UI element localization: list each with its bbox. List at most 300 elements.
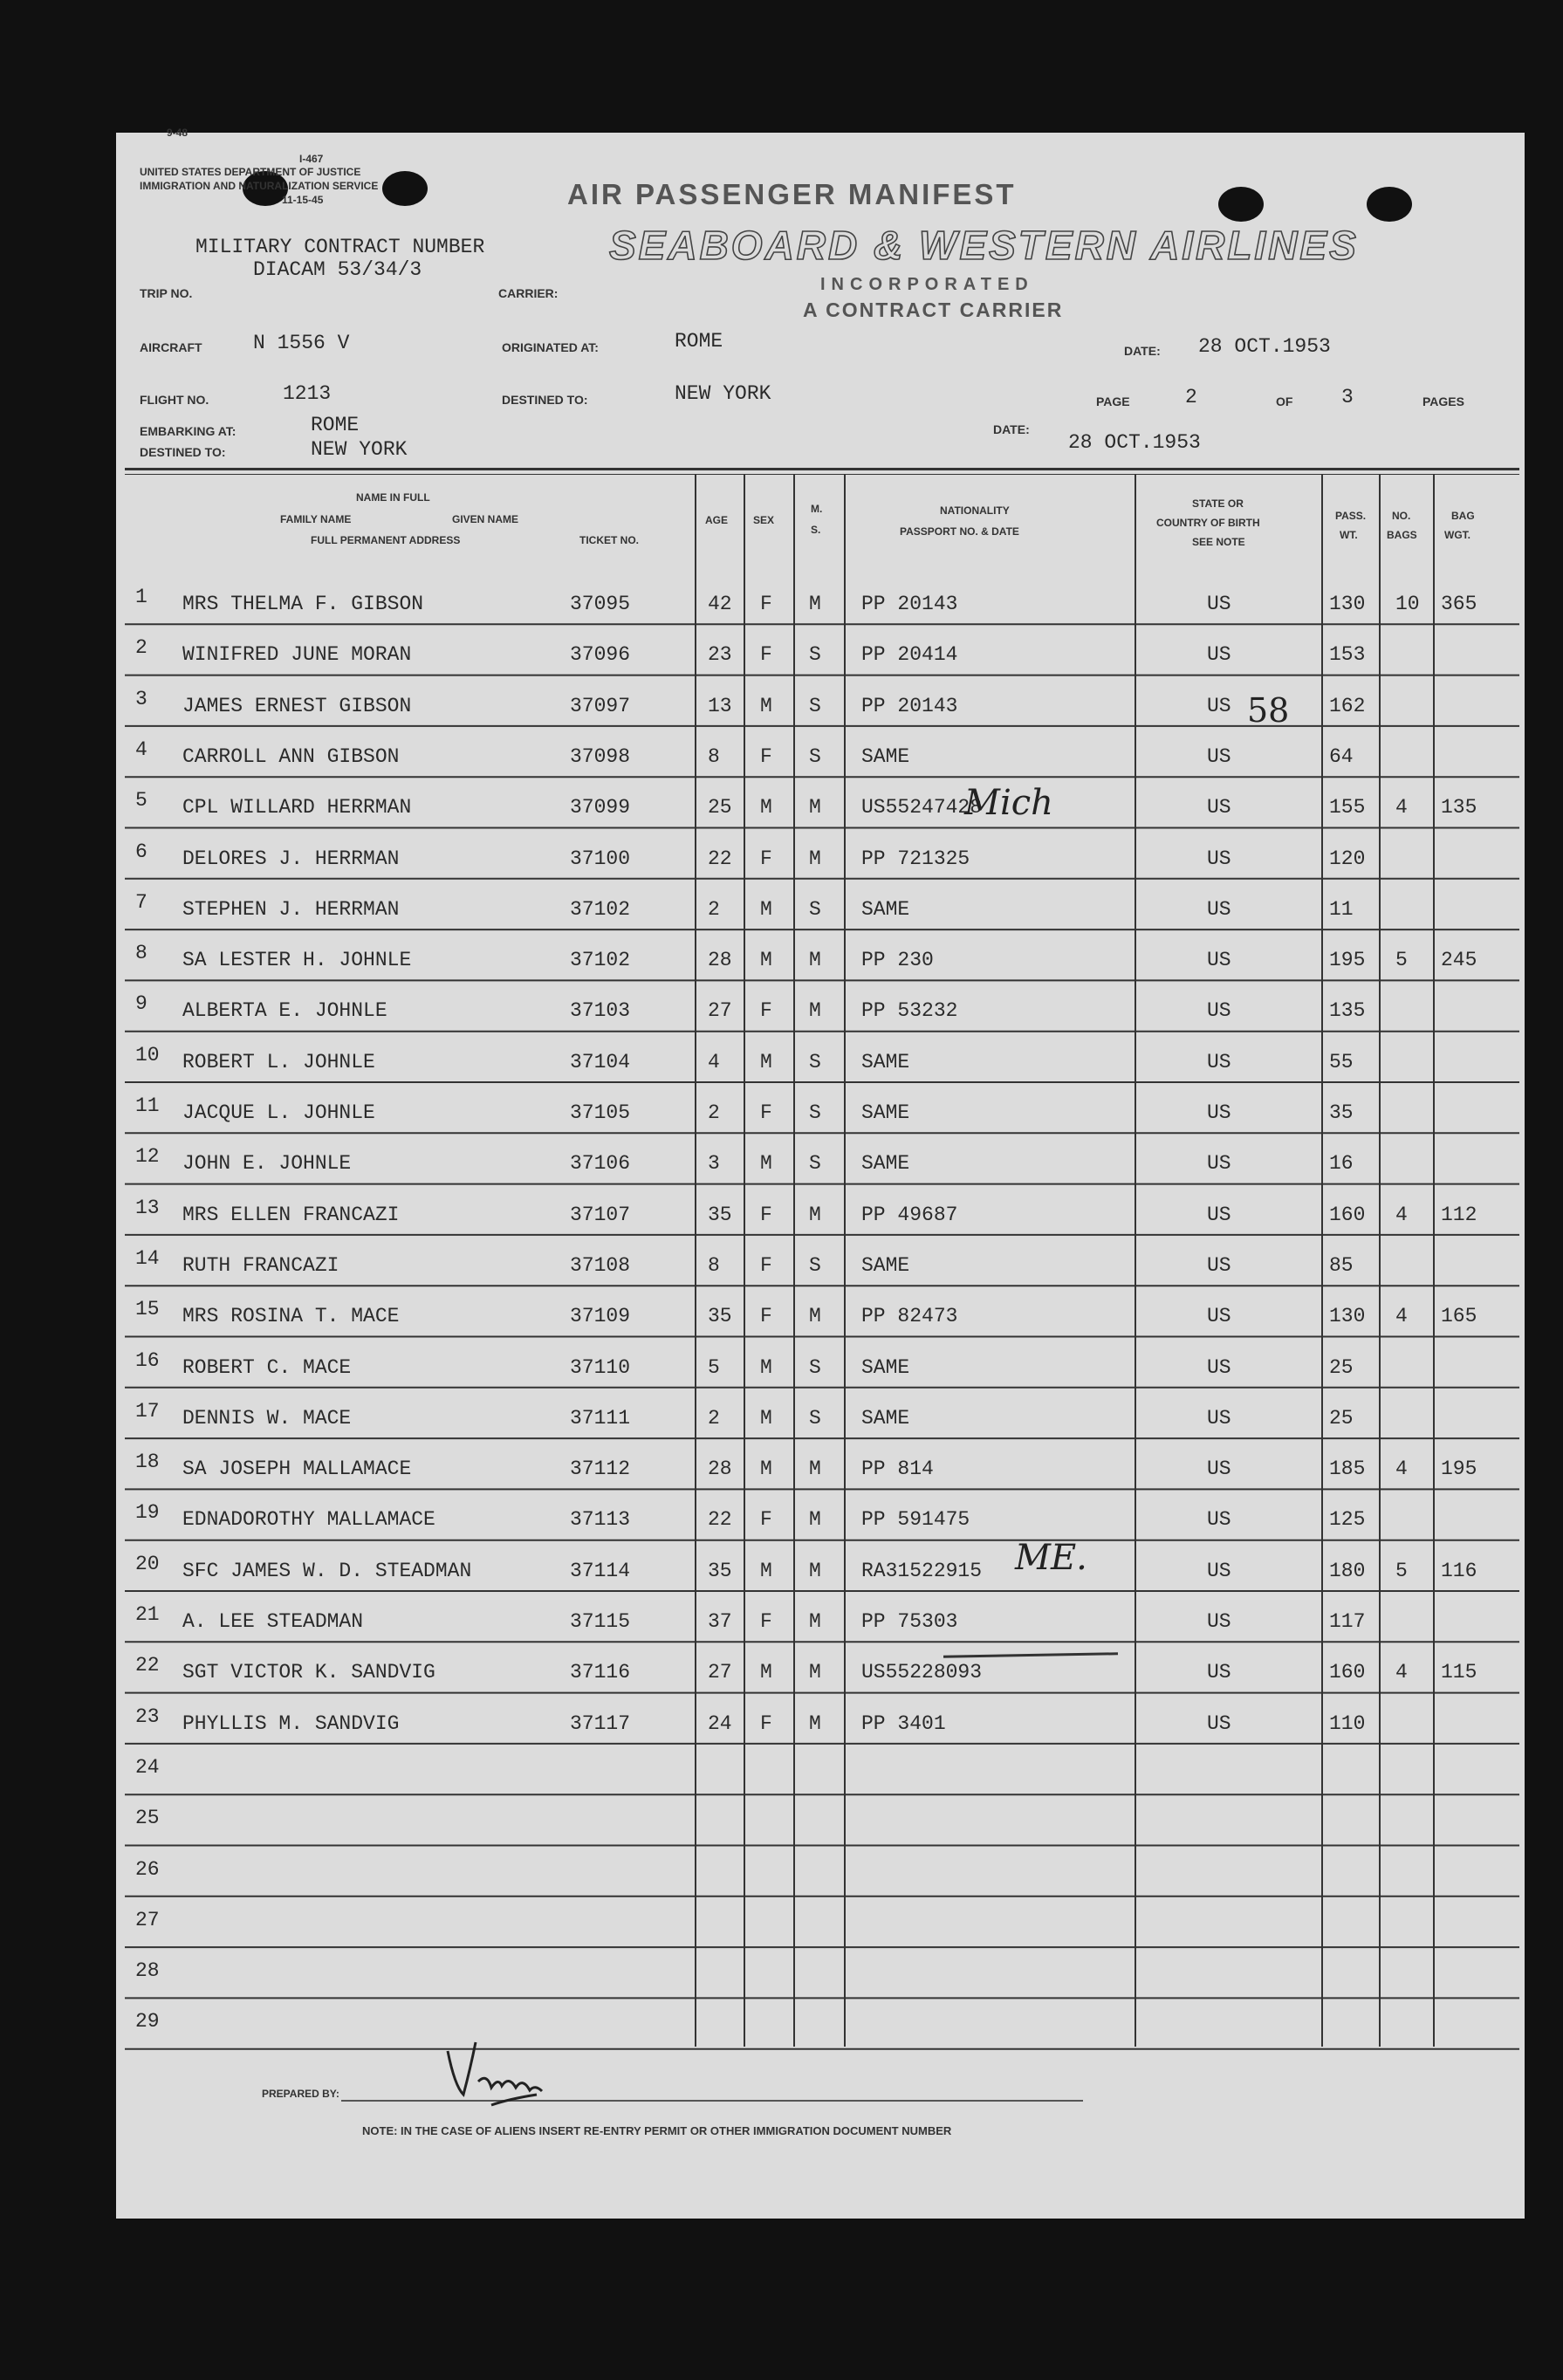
passenger-name: RUTH FRANCAZI bbox=[182, 1253, 339, 1277]
table-row bbox=[116, 879, 1525, 929]
country-of-birth: US bbox=[1207, 796, 1231, 820]
passenger-name: MRS ELLEN FRANCAZI bbox=[182, 1203, 400, 1226]
passport-number: PP 75303 bbox=[861, 1610, 958, 1633]
country-of-birth: US bbox=[1207, 1406, 1231, 1430]
sex: M bbox=[760, 796, 772, 820]
trip-label: TRIP NO. bbox=[140, 286, 193, 300]
country-of-birth: US bbox=[1207, 897, 1231, 921]
date2-label: DATE: bbox=[993, 422, 1030, 436]
table-row bbox=[116, 1388, 1525, 1438]
sex: M bbox=[760, 897, 772, 921]
row-number: 9 bbox=[135, 992, 147, 1016]
passenger-weight: 130 bbox=[1329, 1305, 1366, 1328]
row-number: 3 bbox=[135, 687, 147, 710]
passport-number: SAME bbox=[861, 744, 910, 768]
bag-count: 5 bbox=[1395, 1559, 1408, 1582]
age: 13 bbox=[708, 694, 732, 717]
table-row bbox=[116, 1693, 1525, 1744]
col-bags-line1: NO. bbox=[1392, 510, 1411, 522]
age: 37 bbox=[708, 1610, 732, 1633]
of-label: OF bbox=[1276, 394, 1293, 408]
bag-weight: 165 bbox=[1441, 1305, 1477, 1328]
col-ms-line1: M. bbox=[811, 503, 823, 515]
of-value: 3 bbox=[1341, 386, 1354, 408]
country-of-birth: US bbox=[1207, 593, 1231, 615]
age: 35 bbox=[708, 1203, 732, 1226]
form-number: I-467 bbox=[299, 153, 324, 165]
age: 25 bbox=[708, 796, 732, 820]
col-name-address: FULL PERMANENT ADDRESS bbox=[311, 534, 461, 546]
row-number: 2 bbox=[135, 636, 147, 660]
passenger-name: ROBERT C. MACE bbox=[182, 1355, 352, 1379]
bag-weight: 135 bbox=[1441, 796, 1477, 820]
table-row bbox=[116, 1286, 1525, 1336]
passenger-weight: 85 bbox=[1329, 1253, 1354, 1277]
table-row bbox=[116, 828, 1525, 879]
row-number: 18 bbox=[135, 1451, 160, 1474]
passenger-name: SGT VICTOR K. SANDVIG bbox=[182, 1661, 435, 1684]
col-name-line1: NAME IN FULL bbox=[356, 491, 430, 504]
marital-status: M bbox=[809, 847, 821, 870]
passenger-name: DENNIS W. MACE bbox=[182, 1406, 352, 1430]
passenger-weight: 120 bbox=[1329, 847, 1366, 870]
ticket-number: 37097 bbox=[570, 694, 631, 717]
form-code: 9-48 bbox=[167, 127, 189, 139]
passenger-weight: 160 bbox=[1329, 1203, 1366, 1226]
ticket-number: 37104 bbox=[570, 1050, 631, 1073]
country-of-birth: US bbox=[1207, 1711, 1231, 1735]
form-date: 11-15-45 bbox=[282, 194, 324, 206]
sex: F bbox=[760, 593, 772, 615]
ticket-number: 37095 bbox=[570, 593, 631, 615]
passenger-weight: 117 bbox=[1329, 1610, 1366, 1633]
country-of-birth: US bbox=[1207, 744, 1231, 768]
ticket-number: 37096 bbox=[570, 643, 631, 667]
country-of-birth: US bbox=[1207, 1253, 1231, 1277]
country-of-birth: US bbox=[1207, 1305, 1231, 1328]
ticket-number: 37113 bbox=[570, 1508, 631, 1532]
passport-number: SAME bbox=[861, 1406, 910, 1430]
bag-weight: 115 bbox=[1441, 1661, 1477, 1684]
passport-number: SAME bbox=[861, 1050, 910, 1073]
row-number: 27 bbox=[135, 1908, 160, 1931]
marital-status: S bbox=[809, 897, 821, 921]
age: 35 bbox=[708, 1559, 732, 1582]
ticket-number: 37103 bbox=[570, 999, 631, 1023]
table-row bbox=[116, 1947, 1525, 1998]
age: 27 bbox=[708, 1661, 732, 1684]
sex: F bbox=[760, 1508, 772, 1532]
passenger-weight: 155 bbox=[1329, 796, 1366, 820]
sex: M bbox=[760, 1152, 772, 1176]
col-ticket: TICKET NO. bbox=[579, 534, 639, 546]
table-row bbox=[116, 1082, 1525, 1133]
passport-number: PP 20143 bbox=[861, 694, 958, 717]
passenger-name: JAMES ERNEST GIBSON bbox=[182, 694, 412, 717]
col-name-family: FAMILY NAME bbox=[280, 513, 352, 525]
signature bbox=[439, 2034, 552, 2112]
flight-label: FLIGHT NO. bbox=[140, 393, 209, 407]
bag-weight: 112 bbox=[1441, 1203, 1477, 1226]
passenger-name: EDNADOROTHY MALLAMACE bbox=[182, 1508, 435, 1532]
country-of-birth: US bbox=[1207, 1050, 1231, 1073]
table-row bbox=[116, 1235, 1525, 1286]
passenger-name: A. LEE STEADMAN bbox=[182, 1610, 364, 1633]
aircraft-value: N 1556 V bbox=[253, 332, 350, 354]
row-number: 8 bbox=[135, 942, 147, 965]
passport-number: SAME bbox=[861, 897, 910, 921]
col-bags-line2: BAGS bbox=[1387, 529, 1417, 541]
handwritten-mich: Mich bbox=[964, 783, 1053, 823]
passenger-weight: 25 bbox=[1329, 1355, 1354, 1379]
passenger-weight: 64 bbox=[1329, 744, 1354, 768]
row-number: 13 bbox=[135, 1196, 160, 1219]
flight-value: 1213 bbox=[283, 382, 332, 405]
footer-note: NOTE: IN THE CASE OF ALIENS INSERT RE-ENTRY PERMIT OR OTHER IMMIGRATION DOCUMENT NUMBER bbox=[362, 2124, 952, 2137]
table-row bbox=[116, 1794, 1525, 1845]
sex: M bbox=[760, 1050, 772, 1073]
ticket-number: 37107 bbox=[570, 1203, 631, 1226]
row-number: 14 bbox=[135, 1246, 160, 1270]
marital-status: M bbox=[809, 1457, 821, 1481]
ticket-number: 37114 bbox=[570, 1559, 631, 1582]
bag-count: 4 bbox=[1395, 1457, 1408, 1481]
bag-count: 10 bbox=[1395, 593, 1420, 615]
marital-status: S bbox=[809, 744, 821, 768]
destined2-label: DESTINED TO: bbox=[140, 445, 226, 459]
passenger-name: PHYLLIS M. SANDVIG bbox=[182, 1711, 400, 1735]
country-of-birth: US bbox=[1207, 643, 1231, 667]
sex: F bbox=[760, 1610, 772, 1633]
passport-number: PP 53232 bbox=[861, 999, 958, 1023]
country-of-birth: US bbox=[1207, 999, 1231, 1023]
bag-count: 4 bbox=[1395, 796, 1408, 820]
row-number: 16 bbox=[135, 1348, 160, 1372]
passenger-name: MRS ROSINA T. MACE bbox=[182, 1305, 400, 1328]
table-row bbox=[116, 573, 1525, 624]
row-number: 22 bbox=[135, 1654, 160, 1677]
row-number: 26 bbox=[135, 1857, 160, 1881]
marital-status: M bbox=[809, 999, 821, 1023]
marital-status: S bbox=[809, 1355, 821, 1379]
aircraft-label: AIRCRAFT bbox=[140, 340, 202, 354]
table-row bbox=[116, 1438, 1525, 1489]
agency-line-2: IMMIGRATION AND NATURALIZATION SERVICE bbox=[140, 180, 379, 192]
country-of-birth: US bbox=[1207, 1559, 1231, 1582]
sex: M bbox=[760, 1406, 772, 1430]
age: 28 bbox=[708, 949, 732, 972]
col-state-line1: STATE OR bbox=[1192, 497, 1244, 510]
passport-number: PP 82473 bbox=[861, 1305, 958, 1328]
country-of-birth: US bbox=[1207, 1508, 1231, 1532]
age: 2 bbox=[708, 897, 720, 921]
originated-value: ROME bbox=[675, 330, 723, 353]
age: 22 bbox=[708, 1508, 732, 1532]
marital-status: M bbox=[809, 1711, 821, 1735]
row-number: 19 bbox=[135, 1501, 160, 1525]
passport-number: PP 20143 bbox=[861, 593, 958, 615]
table-row bbox=[116, 1540, 1525, 1591]
col-name-given: GIVEN NAME bbox=[452, 513, 519, 525]
ticket-number: 37109 bbox=[570, 1305, 631, 1328]
age: 2 bbox=[708, 1406, 720, 1430]
ticket-number: 37117 bbox=[570, 1711, 631, 1735]
passport-number: SAME bbox=[861, 1253, 910, 1277]
marital-status: S bbox=[809, 1101, 821, 1124]
country-of-birth: US bbox=[1207, 1355, 1231, 1379]
country-of-birth: US bbox=[1207, 847, 1231, 870]
age: 5 bbox=[708, 1355, 720, 1379]
table-row bbox=[116, 1998, 1525, 2048]
table-row bbox=[116, 1591, 1525, 1642]
country-of-birth: US bbox=[1207, 1457, 1231, 1481]
page-label: PAGE bbox=[1096, 394, 1130, 408]
table-row bbox=[116, 980, 1525, 1031]
age: 35 bbox=[708, 1305, 732, 1328]
col-bagwt-line2: WGT. bbox=[1444, 529, 1470, 541]
sex: F bbox=[760, 744, 772, 768]
col-ms-line2: S. bbox=[811, 524, 821, 536]
embarking-label: EMBARKING AT: bbox=[140, 424, 237, 438]
country-of-birth: US bbox=[1207, 1152, 1231, 1176]
carrier-label: CARRIER: bbox=[498, 286, 559, 300]
marital-status: M bbox=[809, 796, 821, 820]
row-number: 29 bbox=[135, 2010, 160, 2034]
passenger-weight: 195 bbox=[1329, 949, 1366, 972]
country-of-birth: US bbox=[1207, 1203, 1231, 1226]
row-number: 21 bbox=[135, 1603, 160, 1626]
row-number: 4 bbox=[135, 737, 147, 761]
row-number: 25 bbox=[135, 1807, 160, 1830]
embarking-value: ROME bbox=[311, 414, 360, 436]
col-state-line3: SEE NOTE bbox=[1192, 536, 1245, 548]
agency-line-1: UNITED STATES DEPARTMENT OF JUSTICE bbox=[140, 166, 361, 178]
age: 28 bbox=[708, 1457, 732, 1481]
age: 27 bbox=[708, 999, 732, 1023]
passport-number: PP 3401 bbox=[861, 1711, 946, 1735]
age: 42 bbox=[708, 593, 732, 615]
stamp-number: 58 bbox=[1247, 691, 1290, 730]
marital-status: M bbox=[809, 1559, 821, 1582]
passenger-name: SFC JAMES W. D. STEADMAN bbox=[182, 1559, 472, 1582]
row-number: 17 bbox=[135, 1399, 160, 1423]
passenger-weight: 130 bbox=[1329, 593, 1366, 615]
contract-number-label: MILITARY CONTRACT NUMBER bbox=[195, 236, 485, 258]
passenger-weight: 153 bbox=[1329, 643, 1366, 667]
passenger-name: MRS THELMA F. GIBSON bbox=[182, 593, 424, 615]
table-row bbox=[116, 1133, 1525, 1183]
pages-label: PAGES bbox=[1422, 394, 1464, 408]
passenger-weight: 11 bbox=[1329, 897, 1354, 921]
ticket-number: 37102 bbox=[570, 949, 631, 972]
marital-status: M bbox=[809, 593, 821, 615]
marital-status: S bbox=[809, 1152, 821, 1176]
manifest-title: AIR PASSENGER MANIFEST bbox=[567, 178, 1017, 210]
bag-weight: 245 bbox=[1441, 949, 1477, 972]
passenger-name: WINIFRED JUNE MORAN bbox=[182, 643, 412, 667]
marital-status: S bbox=[809, 694, 821, 717]
row-number: 7 bbox=[135, 890, 147, 914]
table-row bbox=[116, 1642, 1525, 1692]
passenger-weight: 185 bbox=[1329, 1457, 1366, 1481]
passenger-name: CARROLL ANN GIBSON bbox=[182, 744, 400, 768]
bag-count: 5 bbox=[1395, 949, 1408, 972]
ticket-number: 37108 bbox=[570, 1253, 631, 1277]
passenger-name: SA JOSEPH MALLAMACE bbox=[182, 1457, 412, 1481]
originated-label: ORIGINATED AT: bbox=[502, 340, 599, 354]
contract-carrier-label: A CONTRACT CARRIER bbox=[803, 298, 1064, 321]
sex: M bbox=[760, 1355, 772, 1379]
col-age: AGE bbox=[705, 514, 729, 526]
passenger-weight: 35 bbox=[1329, 1101, 1354, 1124]
col-nationality: NATIONALITY bbox=[940, 504, 1010, 517]
destined-label: DESTINED TO: bbox=[502, 393, 588, 407]
table-row bbox=[116, 777, 1525, 827]
passenger-weight: 125 bbox=[1329, 1508, 1366, 1532]
ticket-number: 37111 bbox=[570, 1406, 631, 1430]
row-number: 28 bbox=[135, 1959, 160, 1983]
incorporated-label: INCORPORATED bbox=[820, 275, 1034, 294]
age: 2 bbox=[708, 1101, 720, 1124]
table-row bbox=[116, 929, 1525, 980]
table-row bbox=[116, 726, 1525, 777]
passenger-weight: 16 bbox=[1329, 1152, 1354, 1176]
country-of-birth: US bbox=[1207, 949, 1231, 972]
passenger-weight: 25 bbox=[1329, 1406, 1354, 1430]
ticket-number: 37115 bbox=[570, 1610, 631, 1633]
marital-status: S bbox=[809, 1253, 821, 1277]
passport-number: PP 20414 bbox=[861, 643, 958, 667]
passport-number: PP 49687 bbox=[861, 1203, 958, 1226]
col-pass-line2: WT. bbox=[1340, 529, 1358, 541]
passenger-name: SA LESTER H. JOHNLE bbox=[182, 949, 412, 972]
destined-value: NEW YORK bbox=[675, 382, 771, 405]
country-of-birth: US bbox=[1207, 1101, 1231, 1124]
col-bagwt-line1: BAG bbox=[1451, 510, 1475, 522]
table-row bbox=[116, 1489, 1525, 1540]
sex: F bbox=[760, 1101, 772, 1124]
passport-number: SAME bbox=[861, 1355, 910, 1379]
passport-number: PP 591475 bbox=[861, 1508, 970, 1532]
table-row bbox=[116, 1744, 1525, 1794]
sex: F bbox=[760, 1711, 772, 1735]
row-number: 5 bbox=[135, 789, 147, 813]
sex: F bbox=[760, 999, 772, 1023]
passenger-name: ALBERTA E. JOHNLE bbox=[182, 999, 387, 1023]
manifest-page bbox=[116, 127, 1525, 2219]
table-row bbox=[116, 624, 1525, 675]
table-row bbox=[116, 1846, 1525, 1896]
row-number: 20 bbox=[135, 1552, 160, 1575]
table-row bbox=[116, 676, 1525, 726]
passenger-weight: 180 bbox=[1329, 1559, 1366, 1582]
airline-name: SEABOARD & WESTERN AIRLINES bbox=[609, 223, 1359, 268]
contract-number-value: DIACAM 53/34/3 bbox=[253, 258, 422, 281]
date2-value: 28 OCT.1953 bbox=[1068, 431, 1201, 454]
age: 4 bbox=[708, 1050, 720, 1073]
country-of-birth: US bbox=[1207, 1610, 1231, 1633]
passenger-weight: 135 bbox=[1329, 999, 1366, 1023]
bag-weight: 116 bbox=[1441, 1559, 1477, 1582]
sex: F bbox=[760, 1253, 772, 1277]
ticket-number: 37116 bbox=[570, 1661, 631, 1684]
sex: M bbox=[760, 1559, 772, 1582]
ticket-number: 37110 bbox=[570, 1355, 631, 1379]
date-label: DATE: bbox=[1124, 344, 1161, 358]
sex: F bbox=[760, 643, 772, 667]
ticket-number: 37100 bbox=[570, 847, 631, 870]
ticket-number: 37105 bbox=[570, 1101, 631, 1124]
bag-weight: 365 bbox=[1441, 593, 1477, 615]
table-row bbox=[116, 1032, 1525, 1082]
sex: F bbox=[760, 1305, 772, 1328]
ticket-number: 37106 bbox=[570, 1152, 631, 1176]
passenger-weight: 162 bbox=[1329, 694, 1366, 717]
passenger-name: DELORES J. HERRMAN bbox=[182, 847, 400, 870]
marital-status: S bbox=[809, 643, 821, 667]
marital-status: M bbox=[809, 1203, 821, 1226]
table-row bbox=[116, 1184, 1525, 1235]
date-value: 28 OCT.1953 bbox=[1198, 335, 1331, 358]
col-state-line2: COUNTRY OF BIRTH bbox=[1156, 517, 1260, 529]
bag-weight: 195 bbox=[1441, 1457, 1477, 1481]
country-of-birth: US bbox=[1207, 694, 1231, 717]
age: 8 bbox=[708, 1253, 720, 1277]
marital-status: M bbox=[809, 1305, 821, 1328]
bag-count: 4 bbox=[1395, 1203, 1408, 1226]
sex: M bbox=[760, 694, 772, 717]
marital-status: S bbox=[809, 1050, 821, 1073]
col-pass-line1: PASS. bbox=[1335, 510, 1367, 522]
age: 23 bbox=[708, 643, 732, 667]
passport-number: SAME bbox=[861, 1101, 910, 1124]
row-number: 6 bbox=[135, 840, 147, 863]
passport-number: US55228093 bbox=[861, 1661, 983, 1684]
col-sex: SEX bbox=[753, 514, 775, 526]
passport-number: RA31522915 bbox=[861, 1559, 983, 1582]
sex: F bbox=[760, 847, 772, 870]
ticket-number: 37098 bbox=[570, 744, 631, 768]
row-number: 15 bbox=[135, 1298, 160, 1321]
passport-number: PP 230 bbox=[861, 949, 934, 972]
passport-number: PP 814 bbox=[861, 1457, 934, 1481]
row-number: 10 bbox=[135, 1043, 160, 1067]
age: 3 bbox=[708, 1152, 720, 1176]
page-value: 2 bbox=[1185, 386, 1197, 408]
marital-status: M bbox=[809, 949, 821, 972]
sex: M bbox=[760, 1661, 772, 1684]
passenger-name: ROBERT L. JOHNLE bbox=[182, 1050, 375, 1073]
table-row bbox=[116, 1896, 1525, 1947]
bag-count: 4 bbox=[1395, 1661, 1408, 1684]
col-passport: PASSPORT NO. & DATE bbox=[900, 525, 1019, 538]
row-number: 23 bbox=[135, 1704, 160, 1728]
row-number: 24 bbox=[135, 1755, 160, 1779]
prepared-by-label: PREPARED BY: bbox=[262, 2088, 339, 2100]
sex: M bbox=[760, 949, 772, 972]
passenger-weight: 55 bbox=[1329, 1050, 1354, 1073]
marital-status: S bbox=[809, 1406, 821, 1430]
ticket-number: 37112 bbox=[570, 1457, 631, 1481]
marital-status: M bbox=[809, 1661, 821, 1684]
handwritten-me: ME. bbox=[1015, 1538, 1087, 1578]
row-number: 12 bbox=[135, 1145, 160, 1169]
bag-count: 4 bbox=[1395, 1305, 1408, 1328]
ticket-number: 37102 bbox=[570, 897, 631, 921]
row-number: 1 bbox=[135, 586, 147, 608]
age: 24 bbox=[708, 1711, 732, 1735]
sex: M bbox=[760, 1457, 772, 1481]
